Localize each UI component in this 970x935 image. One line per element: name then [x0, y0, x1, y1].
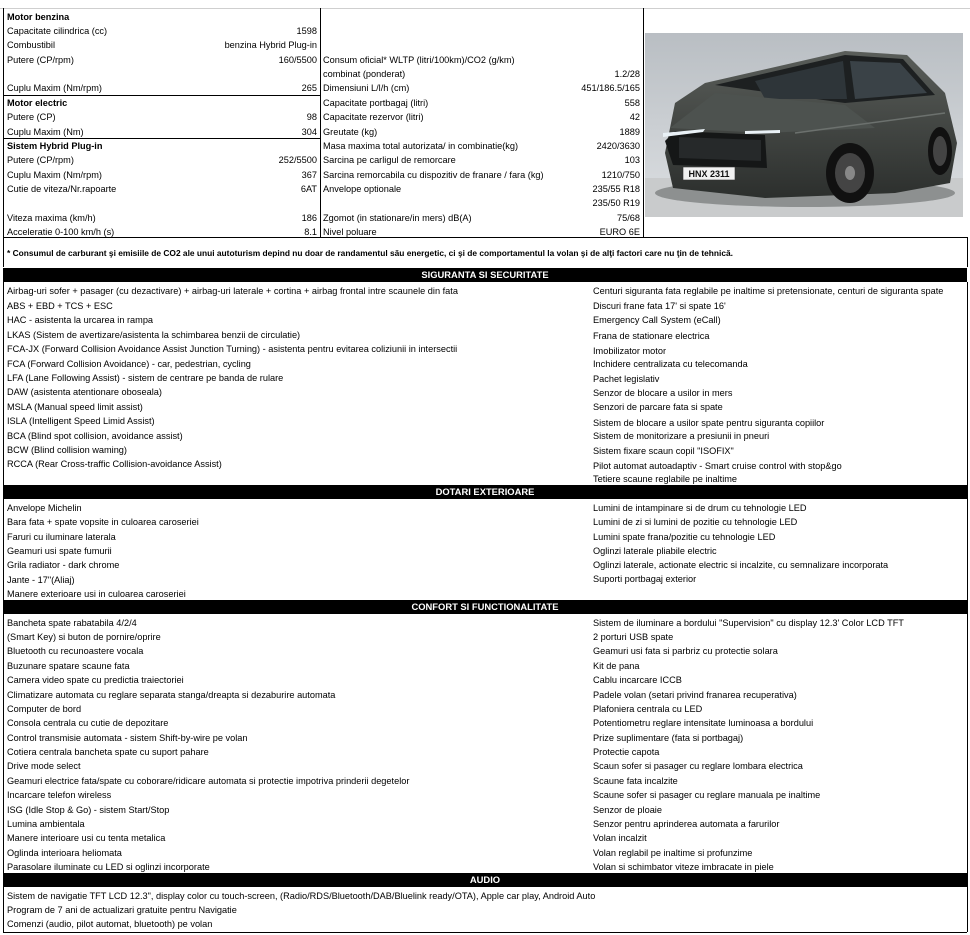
list-item: ISG (Idle Stop & Go) - sistem Start/Stop: [7, 805, 170, 815]
spec-label: Viteza maxima (km/h): [7, 213, 96, 223]
list-item: Lumini de zi si lumini de pozitie cu tehnologie LED: [593, 517, 798, 527]
list-item: Sistem de navigatie TFT LCD 12.3", display color cu touch-screen, (Radio/RDS/Bluetooth/DAB/Bluelink ready/OTA), Apple car play, Android Auto: [7, 891, 596, 901]
spec-label: Putere (CP/rpm): [7, 155, 74, 165]
list-item: Climatizare automata cu reglare separata stanga/dreapta si dezaburire automata: [7, 690, 336, 700]
list-item: Protectie capota: [593, 747, 660, 757]
spec-value: 252/5500: [278, 155, 317, 165]
list-item: Kit de pana: [593, 661, 640, 671]
section-header: CONFORT SI FUNCTIONALITATE: [3, 600, 967, 614]
list-item: Imobilizator motor: [593, 346, 667, 356]
list-item: Geamuri usi fata si parbriz cu protectie solara: [593, 646, 778, 656]
list-item: Senzor de blocare a usilor in mers: [593, 388, 733, 398]
list-item: Scaun sofer si pasager cu reglare lombara electrica: [593, 761, 803, 771]
list-item: Comenzi (audio, pilot automat, bluetooth) pe volan: [7, 919, 213, 929]
list-item: Bluetooth cu recunoastere vocala: [7, 646, 144, 656]
section-title: Motor electric: [7, 98, 68, 108]
spec-value: 8.1: [304, 227, 317, 237]
spec-value: 160/5500: [278, 55, 317, 65]
list-item: Potentiometru reglare intensitate luminoasa a bordului: [593, 718, 814, 728]
list-item: Cotiera centrala bancheta spate cu suport pahare: [7, 747, 209, 757]
list-item: Buzunare spatare scaune fata: [7, 661, 130, 671]
list-item: Anvelope Michelin: [7, 503, 82, 513]
list-item: Sistem de monitorizare a presiunii in pneuri: [593, 431, 770, 441]
spec-value: 451/186.5/165: [581, 83, 640, 93]
list-item: Lumini spate frana/pozitie cu tehnologie LED: [593, 532, 776, 542]
spec-value: 1889: [619, 127, 640, 137]
list-item: ABS + EBD + TCS + ESC: [7, 301, 113, 311]
spec-label: Putere (CP): [7, 112, 56, 122]
list-item: Program de 7 ani de actualizari gratuite pentru Navigatie: [7, 905, 237, 915]
list-item: HAC - asistenta la urcarea in rampa: [7, 315, 154, 325]
list-item: Faruri cu iluminare laterala: [7, 532, 116, 542]
list-item: Oglinda interioara heliomata: [7, 848, 122, 858]
list-item: Bara fata + spate vopsite in culoarea caroseriei: [7, 517, 199, 527]
list-item: RCCA (Rear Cross-traffic Collision-avoidance Assist): [7, 459, 222, 469]
list-item: LKAS (Sistem de avertizare/asistenta la schimbarea benzii de circulatie): [7, 330, 301, 340]
list-item: Jante - 17"(Aliaj): [7, 575, 75, 585]
list-item: Oglinzi laterale pliabile electric: [593, 546, 717, 556]
spec-value: 186: [301, 213, 317, 223]
spec-value: 265: [301, 83, 317, 93]
spec-label: Dimensiuni L/l/h (cm): [323, 83, 410, 93]
list-item: Geamuri electrice fata/spate cu coborare/ridicare automata si protectie impotriva prinderii degetelor: [7, 776, 410, 786]
section-title: Motor benzina: [7, 12, 70, 22]
list-item: Manere exterioare usi in culoarea caroseriei: [7, 589, 186, 599]
list-item: Padele volan (setari privind franarea recuperativa): [593, 690, 797, 700]
spec-label: Consum oficial* WLTP (litri/100km)/CO2 (g/km): [323, 55, 515, 65]
list-item: Senzor pentru aprinderea automata a farurilor: [593, 819, 780, 829]
divider: [3, 282, 4, 932]
list-item: FCA-JX (Forward Collision Avoidance Assist Junction Turning) - asistenta pentru evitarea coliziunii in intersectii: [7, 344, 458, 354]
spec-label: Capacitate rezervor (litri): [323, 112, 424, 122]
spec-label: Sarcina remorcabila cu dispozitiv de franare / fara (kg): [323, 170, 544, 180]
license-plate: HNX 2311: [688, 169, 730, 179]
section-title: Sistem Hybrid Plug-in: [7, 141, 103, 151]
list-item: Pilot automat autoadaptiv - Smart cruise control with stop&go: [593, 461, 842, 471]
list-item: Computer de bord: [7, 704, 82, 714]
section-header: DOTARI EXTERIOARE: [3, 485, 967, 499]
divider: [967, 282, 968, 932]
list-item: Plafoniera centrala cu LED: [593, 704, 703, 714]
list-item: Geamuri usi spate fumurii: [7, 546, 112, 556]
divider: [643, 8, 644, 238]
fuel-cell: [190, 39, 317, 51]
list-item: (Smart Key) si buton de pornire/oprire: [7, 632, 161, 642]
list-item: Centuri siguranta fata reglabile pe inaltime si pretensionate, centuri de siguranta spate: [593, 286, 944, 296]
spec-value: 1210/750: [601, 170, 640, 180]
car-image: [645, 33, 963, 217]
list-item: Bancheta spate rabatabila 4/2/4: [7, 618, 137, 628]
list-item: Oglinzi laterale, actionate electric si incalzite, cu semnalizare incorporata: [593, 560, 889, 570]
spec-label: Cuplu Maxim (Nm/rpm): [7, 170, 102, 180]
spec-label: Acceleratie 0-100 km/h (s): [7, 227, 115, 237]
list-item: Inchidere centralizata cu telecomanda: [593, 359, 748, 369]
spec-value: benzina Hybrid Plug-in: [224, 40, 317, 50]
list-item: Consola centrala cu cutie de depozitare: [7, 718, 169, 728]
list-item: FCA (Forward Collision Avoidance) - car, pedestrian, cycling: [7, 359, 251, 369]
list-item: Control transmisie automata - sistem Shift-by-wire pe volan: [7, 733, 248, 743]
list-item: ISLA (Intelligent Speed Limid Assist): [7, 416, 155, 426]
footnote: * Consumul de carburant şi emisiile de CO2 ale unui autoturism depind nu doar de randamentul său energetic, ci şi de comportamentul la volan şi de alţi factori care nu ţin de tehnică.: [7, 248, 733, 258]
list-item: Pachet legislativ: [593, 374, 660, 384]
list-item: Manere interioare usi cu tenta metalica: [7, 833, 166, 843]
spec-label: Cuplu Maxim (Nm/rpm): [7, 83, 102, 93]
list-item: Volan si schimbator viteze imbracate in piele: [593, 862, 774, 872]
list-item: Airbag-uri sofer + pasager (cu dezactivare) + airbag-uri laterale + cortina + airbag frontal intre scaunele din fata: [7, 286, 458, 296]
spec-value: 42: [629, 112, 640, 122]
list-item: Suporti portbagaj exterior: [593, 574, 697, 584]
divider: [3, 8, 4, 238]
divider: [3, 138, 320, 139]
spec-label: Cutie de viteza/Nr.rapoarte: [7, 184, 117, 194]
divider: [967, 237, 968, 267]
spec-value: 1.2/28: [614, 69, 640, 79]
list-item: BCA (Blind spot collision, avoidance assist): [7, 431, 183, 441]
list-item: Frana de stationare electrica: [593, 331, 710, 341]
spec-label: Sarcina pe carligul de remorcare: [323, 155, 456, 165]
divider: [3, 932, 967, 933]
list-item: BCW (Blind collision waming): [7, 445, 127, 455]
list-item: Lumini de intampinare si de drum cu tehnologie LED: [593, 503, 807, 513]
list-item: MSLA (Manual speed limit assist): [7, 402, 143, 412]
list-item: Camera video spate cu predictia traiectoriei: [7, 675, 184, 685]
list-item: Senzor de ploaie: [593, 805, 662, 815]
divider: [3, 95, 320, 96]
list-item: DAW (asistenta atentionare oboseala): [7, 387, 162, 397]
spec-label: Combustibil: [7, 40, 55, 50]
list-item: Senzori de parcare fata si spate: [593, 402, 723, 412]
list-item: Drive mode select: [7, 761, 81, 771]
spec-value: 75/68: [617, 213, 640, 223]
list-item: Grila radiator - dark chrome: [7, 560, 120, 570]
spec-value: 304: [301, 127, 317, 137]
spec-label: Masa maxima total autorizata/ in combinatie(kg): [323, 141, 519, 151]
spec-label: Capacitate cilindrica (cc): [7, 26, 108, 36]
spec-value: 235/55 R18: [592, 184, 640, 194]
spec-label: combinat (ponderat): [323, 69, 406, 79]
spec-label: Zgomot (in stationare/in mers) dB(A): [323, 213, 472, 223]
list-item: Incarcare telefon wireless: [7, 790, 112, 800]
list-item: 2 porturi USB spate: [593, 632, 674, 642]
divider: [3, 237, 967, 238]
spec-label: Greutate (kg): [323, 127, 378, 137]
list-item: Tetiere scaune reglabile pe inaltime: [593, 474, 738, 484]
list-item: Parasolare iluminate cu LED si oglinzi incorporate: [7, 862, 210, 872]
divider: [0, 8, 970, 9]
spec-table: [0, 0, 970, 240]
list-item: LFA (Lane Following Assist) - sistem de centrare pe banda de rulare: [7, 373, 284, 383]
spec-label: Nivel poluare: [323, 227, 377, 237]
spec-label: Capacitate portbagaj (litri): [323, 98, 429, 108]
list-item: Volan reglabil pe inaltime si profunzime: [593, 848, 753, 858]
list-item: Prize suplimentare (fata si portbagaj): [593, 733, 744, 743]
section-header: AUDIO: [3, 873, 967, 887]
spec-value: 103: [624, 155, 640, 165]
list-item: Scaune fata incalzite: [593, 776, 678, 786]
spec-value: 2420/3630: [596, 141, 640, 151]
spec-value: 235/50 R19: [592, 198, 640, 208]
section-header: SIGURANTA SI SECURITATE: [3, 268, 967, 282]
car-illustration: [645, 33, 963, 217]
list-item: Sistem fixare scaun copil "ISOFIX": [593, 446, 734, 456]
spec-label: Anvelope optionale: [323, 184, 402, 194]
spec-value: 1598: [296, 26, 317, 36]
divider: [320, 8, 321, 238]
divider: [3, 237, 4, 267]
list-item: Emergency Call System (eCall): [593, 315, 721, 325]
spec-value: 98: [306, 112, 317, 122]
spec-value: 6AT: [300, 184, 317, 194]
list-item: Scaune sofer si pasager cu reglare manuala pe inaltime: [593, 790, 821, 800]
list-item: Sistem de iluminare a bordului "Supervision" cu display 12.3' Color LCD TFT: [593, 618, 904, 628]
list-item: Cablu incarcare ICCB: [593, 675, 682, 685]
list-item: Discuri frane fata 17' si spate 16': [593, 301, 726, 311]
list-item: Sistem de blocare a usilor spate pentru siguranta copiilor: [593, 418, 825, 428]
spec-value: 367: [301, 170, 317, 180]
spec-label: Cuplu Maxim (Nm): [7, 127, 84, 137]
list-item: Volan incalzit: [593, 833, 647, 843]
spec-value: EURO 6E: [599, 227, 640, 237]
list-item: Lumina ambientala: [7, 819, 85, 829]
spec-label: Putere (CP/rpm): [7, 55, 74, 65]
spec-value: 558: [624, 98, 640, 108]
